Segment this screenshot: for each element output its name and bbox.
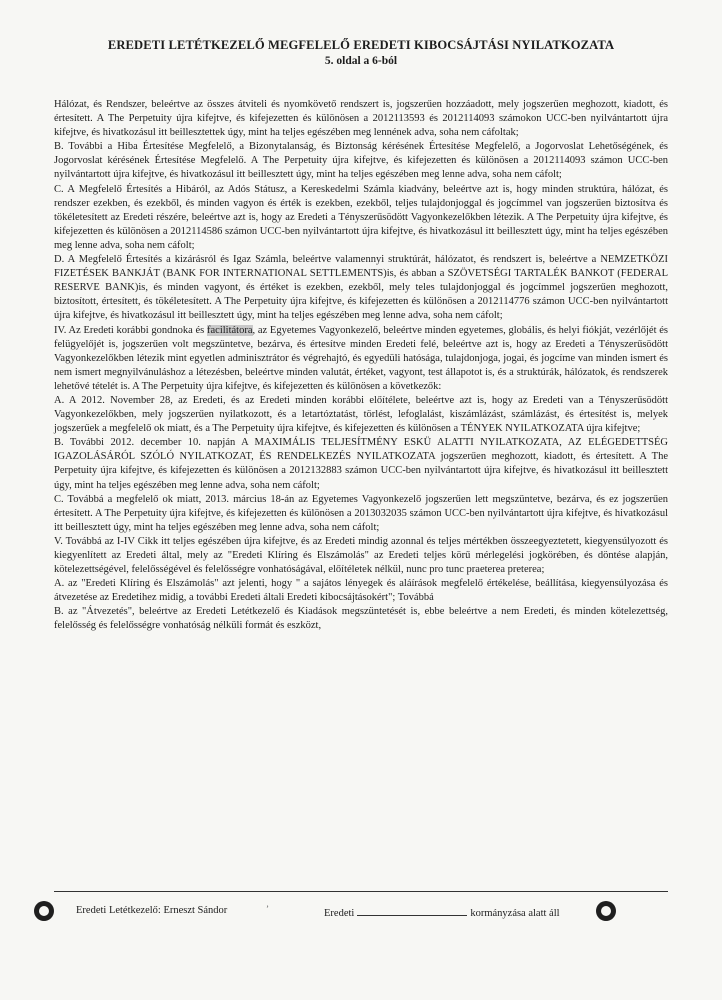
issuer-line xyxy=(324,905,560,919)
section-iv-text-start: IV. Az Eredeti korábbi gondnoka és xyxy=(54,324,208,336)
paragraph-network-system: Hálózat, és Rendszer, beleértve az összes átviteli és nyomkövető rendszert is, jogszerűen hozzáadott, mely jogszerűen meghozott, kiadott, és értesített. A The Perpetuity újra kifejtve, és kifejezetten és különösen a 2012113593 és 2012114093 számokon UCC-ben nyilvántartott újra kifejtve, és hivatkozásul itt beillesztettek úgy, mint ha teljes egészében meg lennének adva, soha nem cáfoltak; xyxy=(54,99,668,139)
paragraph-transfer-definition: B. az "Átvezetés", beleértve az Eredeti Letétkezelő és Kiadások megszüntetését is, ebbe beleértve a nem Eredeti, és minden kötelezettség, felelősség és felelősségre vonhatóság nélküli formát és eszközt, xyxy=(54,606,668,632)
seal-icon xyxy=(596,901,616,921)
paragraph-item-a-2012: A. A 2012. November 28, az Eredeti, és az Eredeti minden korábbi előítélete, beleértve azt is, hogy az Eredeti van a Tényszerűsödött Vagyonkezelőkben, mely jogszerűen nyilatkozott, és a letartóztatást, törlést, lefoglalást, kiszámlázást, számlázást, és értesítést is, melyek jogszerűek a megfelelő ok miatt, és a The Perpetuity újra kifejtve, és kifejezetten és különösen a TÉNYEK NYILATKOZATA újra kifejtve; xyxy=(54,394,668,435)
paragraph-error-notice: B. További a Hiba Értesítése Megfelelő, a Bizonytalanság, és Biztonság kérésének Értesítése Megfelelő, a Jogorvoslat Lehetőségének, és Jogorvoslat kérésének Értesítése Megfelelő. A The Perpetuity újra kifejtve, és kifejezetten és különösen a 2012114093 számon UCC-ben nyilvántartott újra kifejtve, és hivatkozásul itt beillesztett úgy, mint ha teljes egészében meg lenne adva, soha nem cáfolt; xyxy=(54,141,668,181)
document-header xyxy=(0,38,722,67)
issuer-suffix: kormányzása alatt áll xyxy=(470,908,560,919)
issuer-prefix: Eredeti xyxy=(324,908,355,919)
paragraph-section-iv xyxy=(54,324,668,394)
paragraph-clearing-definition: A. az "Eredeti Klíring és Elszámolás" azt jelenti, hogy " a sajátos lényegek és aláírások megfelelő értékelése, beállítása, kiegyensúlyozása és átvezetése az Eredetihez midig, a további Eredeti általi Eredeti kibocsájtásokért"; Továbbá xyxy=(54,578,668,604)
pen-mark: ’ xyxy=(266,904,269,914)
document-body xyxy=(54,98,668,634)
document-footer xyxy=(34,901,614,923)
paragraph-section-v: V. Továbbá az I-IV Cikk itt teljes egészében újra kifejtve, és az Eredeti mindig azonnal és teljes mértékben összeegyeztetett, kiegyensúlyozott és kiegyenlített az Eredeti által, mely az "Eredeti Klíring és Elszámolás" az Eredeti teljes körű mérlegelési jogkörében, és döntése alapján, kötelezettségével, felelősségével és felelősségre vonhatóságával, előítéletek nélkül, nunc pro tunc praeterea preterea; xyxy=(54,535,668,576)
seal-icon xyxy=(34,901,54,921)
section-iv-text-end: , az Egyetemes Vagyonkezelő, beleértve minden egyetemes, globális, és helyi fiókját, vezérlőjét és felügyelőjét is, jogszerűen volt megszüntetve, bezárva, és értesítve minden Eredeti felé, beleértve azt is, hogy az Eredeti a Tényszerűsödött Vagyonkezelőkben létezik mint egyetlen adminisztrátor és végrehajtó, és egyedüli hatósága, tulajdonjoga, jogai, és jogcíme van minden ismert és nem ismert megnyilvánuláshoz a létezésben, beleértve minden valutát, értéket, vagyont, test állapotot is, és a struktúrák, hálózatok, és rendszerek lehetővé tételét is. A The Perpetuity újra kifejtve, és kifejezetten és különösen a következők: xyxy=(54,324,668,392)
paragraph-default-notice: C. A Megfelelő Értesítés a Hibáról, az Adós Státusz, a Kereskedelmi Számla kiadvány, beleértve azt is, hogy minden struktúra, hálózat, és rendszer ezekben, és ezekből, és minden vagyon és érték is ezekben, ezekből, teljes tulajdonjoggal és jogcímmel van jogszerűen biztosítva és tökéletesített az Eredeti részére, beleértve azt is, hogy az Eredeti a Tényszerűsödött Vagyonkezelőkben létezik. A The Perpetuity újra kifejtve, és kifejezetten és különösen a 2012114586 számon UCC-ben nyilvántartott újra kifejtve, és hivatkozásul itt beillesztett úgy, mint ha teljes egészében meg lenne adva, soha nem cáfolt; xyxy=(54,183,668,251)
page-indicator: 5. oldal a 6-ból xyxy=(324,55,398,67)
footer-divider xyxy=(54,891,668,892)
paragraph-exclusion-notice: D. A Megfelelő Értesítés a kizárásról és Igaz Számla, beleértve valamennyi struktúrát, hálózatot, és rendszert is, beleértve a NEMZETKÖZI FIZETÉSEK BANKJÁT (BANK FOR INTERNATIONAL SETTLEMENTS)is, és abban a SZÖVETSÉGI TARTALÉK BANKOT (FEDERAL RESERVE BANK)is, és minden vagyont, és értéket is ezekben, ezekből, mely teles tulajdonjoggal és jogcímmel jogszerűen meghozott, biztosított, értesített, és tökéletesített. A The Perpetuity újra kifejtve, és kifejezetten és különösen a 2012114776 számon UCC-ben nyilvántartott újra kifejtve, és hivatkozásul itt beillesztett úgy, mint ha teljes egészében meg lenne adva, soha nem cáfolt; xyxy=(54,254,668,322)
document-title: EREDETI LETÉTKEZELŐ MEGFELELŐ EREDETI KIBOCSÁJTÁSI NYILATKOZATA xyxy=(107,38,615,52)
paragraph-item-b-2012: B. További 2012. december 10. napján A MAXIMÁLIS TELJESÍTMÉNY ESKÜ ALATTI NYILATKOZATA, AZ ELÉGEDETTSÉG IGAZOLÁSÁRÓL SZÓLÓ NYILATKOZAT, ÉS RENDELKEZÉS NYILATKOZATA jogszerűen meghozott, kiadott, és értesített. A The Perpetuity újra kifejtve, és kifejezetten és különösen a 2012132883 számon UCC-ben nyilvántartott újra kifejtve, és hivatkozásul itt beillesztett úgy, mint ha teljes egészében meg lenne adva, soha nem cáfolt; xyxy=(54,437,668,491)
paragraph-item-c-2013: C. Továbbá a megfelelő ok miatt, 2013. március 18-án az Egyetemes Vagyonkezelő jogszerűen lett megszüntetve, bezárva, és ez jogszerűen értesített. A The Perpetuity újra kifejtve, és kifejezetten és különösen a 2013032035 számon UCC-ben nyilvántartott újra kifejtve, és hivatkozásul itt beillesztett úgy, mint ha teljes egészében meg lenne adva, soha nem cáfolt; xyxy=(54,493,668,533)
highlighted-word: facilitátora xyxy=(207,324,253,336)
signature-blank xyxy=(357,905,467,916)
custodian-name: Eredeti Letétkezelő: Erneszt Sándor xyxy=(76,905,228,916)
